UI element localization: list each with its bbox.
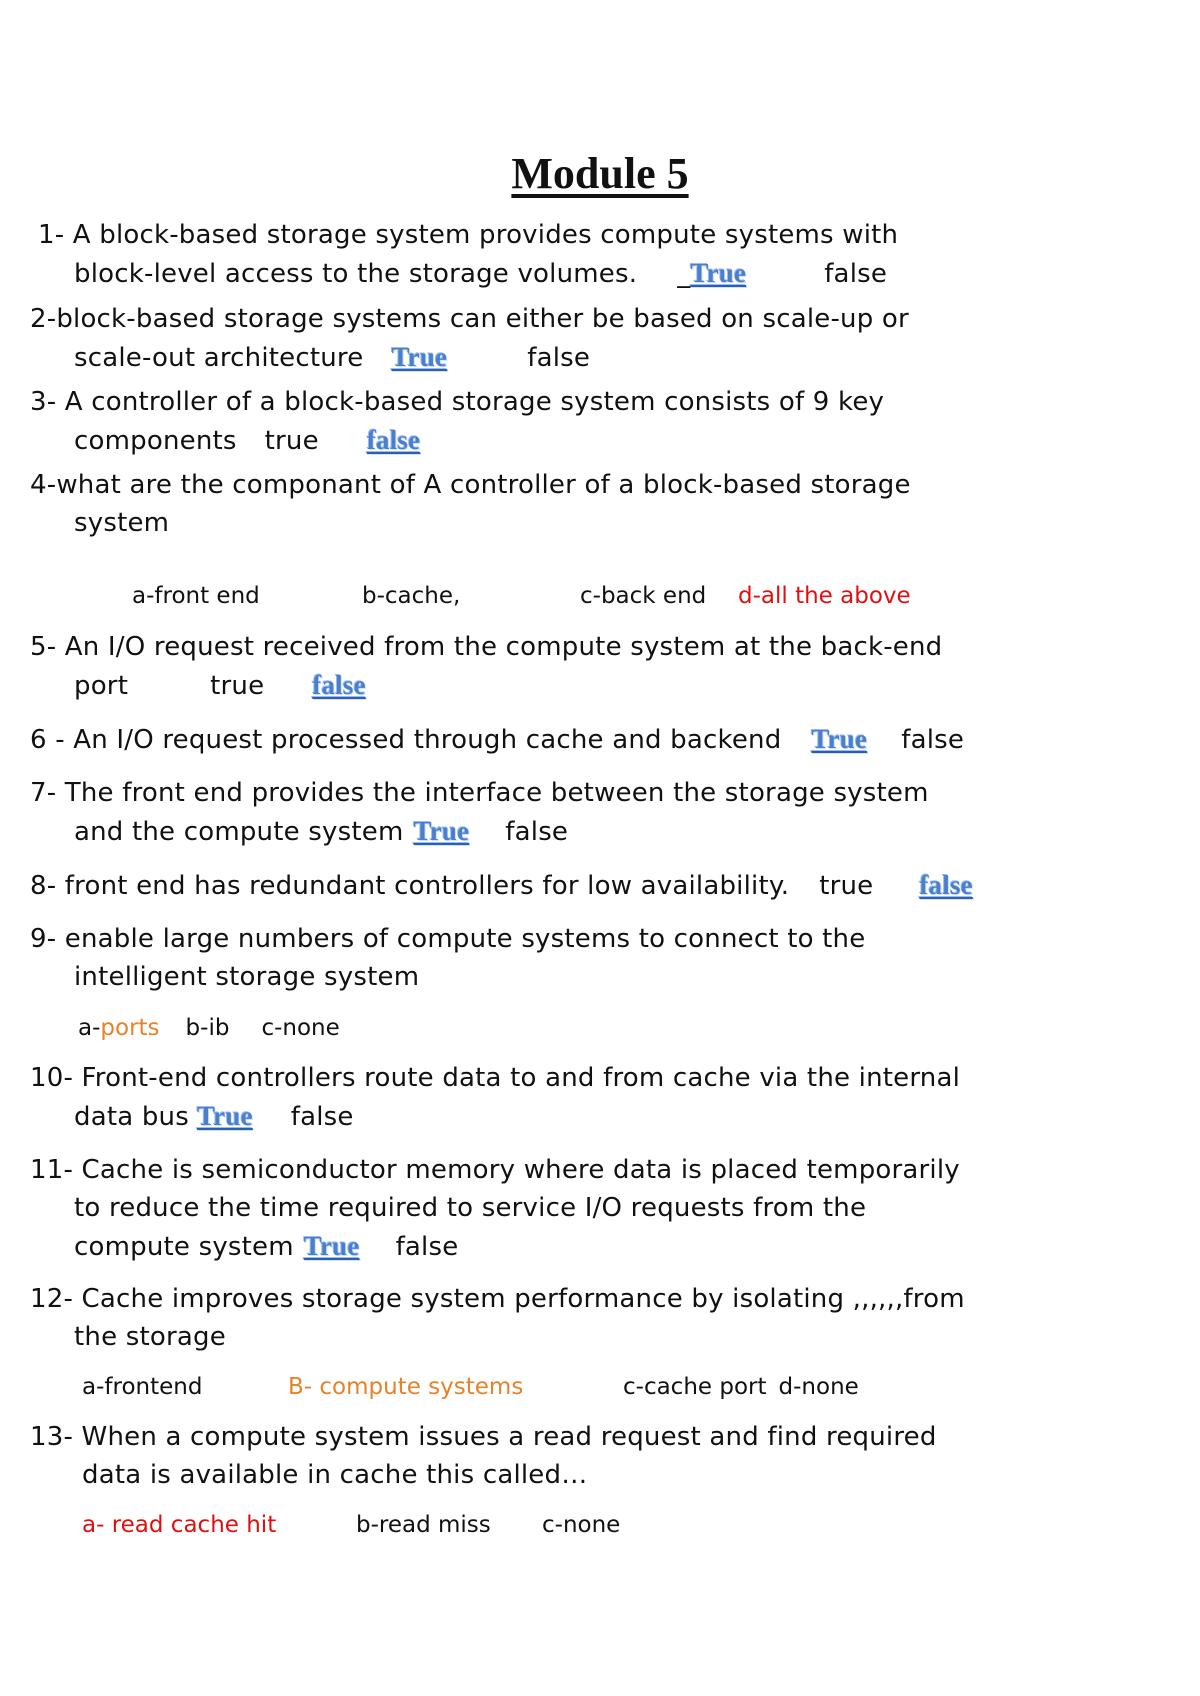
question-12 [30,1280,1130,1356]
question-text: compute system [74,1232,294,1262]
question-text: 7- The front end provides the interface between the storage system [30,778,929,808]
options-row [82,1510,620,1540]
option-other: true [819,871,874,901]
answer-mark: True [391,342,448,372]
option-c: c-none [261,1015,340,1041]
question-text: intelligent storage system [74,962,420,992]
question-answer-line [30,666,1130,705]
question-text: 5- An I/O request received from the compute system at the back-end [30,632,943,662]
question-text: block-level access to the storage volumes. [74,259,638,289]
question-13 [30,1418,1130,1494]
question-1 [30,216,1130,293]
question-9 [30,920,1130,996]
answer-mark: false [366,425,421,455]
question-text: 3- A controller of a block-based storage system consists of 9 key [30,387,885,417]
question-text: and the compute system [74,817,404,847]
option-b: b-read miss [356,1512,491,1538]
option-other: false [290,1102,354,1132]
option-other: false [395,1232,459,1262]
question-answer-line [30,866,1130,905]
question-text: to reduce the time required to service I/O requests from the [74,1193,867,1223]
question-text: components [74,426,237,456]
question-answer-line [30,812,1130,851]
question-11 [30,1151,1130,1266]
option-a: a-frontend [82,1374,203,1400]
question-text: port [74,671,129,701]
question-8 [30,866,1130,905]
option-other: true [210,671,265,701]
option-other: false [824,259,888,289]
question-text: the storage [74,1322,226,1352]
options-row [78,1013,340,1043]
question-7 [30,774,1130,851]
answer-mark: True [811,724,868,754]
option-a-prefix: a- [78,1015,101,1041]
option-other: false [505,817,569,847]
answer-mark: True [196,1101,253,1131]
question-text: 10- Front-end controllers route data to and from cache via the internal [30,1063,961,1093]
question-6 [30,720,1130,759]
question-answer-line [30,1097,1130,1136]
question-answer-line [30,720,1130,759]
question-5 [30,628,1130,705]
question-4 [30,466,1130,542]
option-other: true [264,426,319,456]
question-answer-line [30,338,1130,377]
option-a-correct: ports [100,1015,160,1041]
option-c: c-back end [580,583,707,609]
option-b: b-ib [185,1015,230,1041]
option-b: b-cache, [362,583,461,609]
option-a: a-front end [132,583,260,609]
option-d-correct: d-all the above [738,583,911,609]
option-b-correct: B- compute systems [288,1374,524,1400]
option-c: c-cache port [623,1374,767,1400]
question-text: 2-block-based storage systems can either be based on scale-up or [30,304,909,334]
answer-mark: false [312,670,366,700]
question-2 [30,300,1130,377]
question-answer-line [30,421,1130,460]
question-text: 1- A block-based storage system provides compute systems with [38,220,899,250]
option-other: false [527,343,591,373]
question-text: data bus [74,1102,189,1132]
question-3 [30,383,1130,460]
options-row [132,581,911,611]
question-answer-line [30,1227,1130,1266]
option-a-correct: a- read cache hit [82,1512,277,1538]
page-title: Module 5 [511,149,689,198]
question-text: 9- enable large numbers of compute systems to connect to the [30,924,866,954]
question-text: 13- When a compute system issues a read request and find required [30,1422,937,1452]
option-other: false [901,725,965,755]
blank: _ [677,259,691,289]
answer-mark: True [690,258,747,288]
question-answer-line [30,254,1130,293]
question-10 [30,1059,1130,1136]
question-text: 12- Cache improves storage system performance by isolating ,,,,,,from [30,1284,965,1314]
question-text: 11- Cache is semiconductor memory where data is placed temporarily [30,1155,960,1185]
options-row [82,1372,859,1402]
question-text: data is available in cache this called… [82,1460,588,1490]
option-d: d-none [778,1374,859,1400]
question-text: 4-what are the componant of A controller of a block-based storage [30,470,911,500]
question-text: 6 - An I/O request processed through cache and backend [30,725,782,755]
question-text: system [74,508,170,538]
question-text: scale-out architecture [74,343,364,373]
answer-mark: True [303,1231,360,1261]
question-text: 8- front end has redundant controllers for low availability. [30,871,790,901]
option-c: c-none [542,1512,621,1538]
answer-mark: True [413,816,470,846]
answer-mark: false [919,870,973,900]
